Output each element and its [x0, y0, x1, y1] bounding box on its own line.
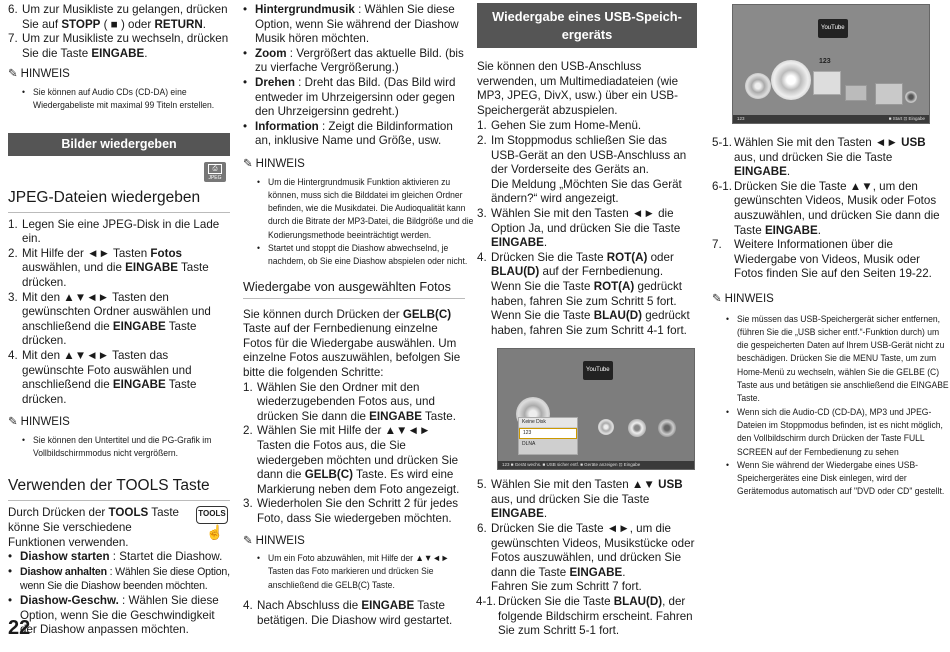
- note-item: • Sie können auf Audio CDs (CD-DA) eine Wiedergabeliste mit maximal 99 Titeln erstellen.: [22, 86, 240, 113]
- tools-bullets: [8, 550, 230, 638]
- column-1: [8, 0, 230, 638]
- usb-step-text: Wählen Sie mit den Tasten ◄► USB aus, und drücken Sie die Taste EINGABE.: [734, 136, 926, 179]
- note-heading: ✎ HINWEIS: [712, 292, 774, 305]
- pencil-icon: ✎: [712, 292, 722, 305]
- note-item: • Um die Hintergrundmusik Funktion aktivieren zu können, muss sich die Bilddatei im gleichen Ordner befinden, wie die Musikdatei. Die Audioqualität kann durch die Bitrate der MP3-Datei, die Bildgröße und die Kodierungsmethode beeinträchtigt werden.: [257, 176, 475, 242]
- usb-step: 6. Drücken Sie die Taste ◄►, um die gewünschten Videos, Musikstücke oder Fotos auszuwählen, und drücken Sie dann die Taste EINGABE. Fahren Sie zum Schritt 7 fort.: [477, 522, 697, 595]
- usb-step-text: Im Stoppmodus schließen Sie das USB-Gerät an den USB-Anschluss an der Vorderseite des Geräts an. Die Meldung „Möchten Sie das Gerät ändern?“ wird angezeigt.: [491, 133, 687, 206]
- tools-options: [243, 3, 465, 149]
- note-item: • Wenn Sie während der Wiedergabe eines USB-Speichergerätes eine Disk einlegen, wird der Gerätemodus automatisch auf "DVD oder CD" gestellt.: [726, 459, 950, 499]
- usb-step-text: Drücken Sie die Taste ROT(A) oder BLAU(D) auf der Fernbedienung. Wenn Sie die Taste ROT(A) gedrückt haben, fahren Sie zum Schritt 5 fort. Wenn Sie die Taste BLAU(D) gedrückt haben, fahren Sie zum Schritt 4-1 fort.: [491, 250, 690, 337]
- note-item: • Wenn sich die Audio-CD (CD-DA), MP3 und JPEG-Dateien im Stoppmodus befinden, ist es nicht möglich, den Vollbildschirm durch Drücken der Taste FULL SCREEN auf der Fernbedienung zu sehen: [726, 406, 950, 459]
- photo-icon: [628, 419, 646, 437]
- option-bullet: • Hintergrundmusik : Wählen Sie diese Option, wenn Sie während der Diashow Musik hören möchten.: [243, 3, 459, 46]
- jpeg-step: 4. Mit den ▲▼◄► Tasten das gewünschte Foto auswählen und anschließend die EINGABE Taste drücken.: [8, 349, 230, 407]
- heading-selected-photos: Wiedergabe von ausgewählten Fotos: [243, 279, 465, 299]
- note-heading: ✎ HINWEIS: [243, 157, 305, 170]
- tools-bullet: • Diashow-Geschw. : Wählen Sie diese Option, wenn Sie die Geschwindigkeit der Diashow anpassen möchten.: [8, 594, 219, 637]
- usb-device-icon: [771, 60, 811, 100]
- note-item: • Sie müssen das USB-Speichergerät sicher entfernen, (führen Sie die „USB sicher entf.“-Funktion durch) um die gespeicherten Daten auf Ihrem USB-Gerät nicht zu beschädigen. Drücken Sie die MENU Taste, um zum Home-Menü zu wechseln, wählen Sie die GELBE (C) Taste aus und betätigen sie anschließend die EINGABE Taste.: [726, 313, 950, 406]
- column-2: [243, 0, 474, 628]
- usb-step-text: Wählen Sie mit den Tasten ▲▼ USB aus, und drücken Sie die Taste EINGABE.: [491, 478, 683, 521]
- pencil-icon: ✎: [243, 157, 253, 170]
- pencil-icon: ✎: [8, 68, 18, 81]
- jpeg-step-text: Mit den ▲▼◄► Tasten den gewünschten Ordner auswählen und anschließend die EINGABE Taste drücken.: [22, 290, 211, 348]
- usb-step: 2. Im Stoppmodus schließen Sie das USB-Gerät an den USB-Anschluss an der Vorderseite des Geräts an. Die Meldung „Möchten Sie das Gerät ändern?“ wird angezeigt.: [477, 134, 697, 207]
- video-icon: [813, 71, 841, 95]
- sel-step: 2. Wählen Sie mit Hilfe der ▲▼◄► Tasten die Fotos aus, die Sie wiedergeben möchten und drücken Sie dann die GELB(C) Taste. Es wird eine Markierung neben dem Foto angezeigt.: [243, 424, 465, 497]
- sel-step-text: Wiederholen Sie den Schritt 2 für jedes Foto, dass Sie wiedergeben möchten.: [257, 497, 459, 525]
- note-heading: ✎ HINWEIS: [8, 68, 70, 81]
- music-icon: [598, 419, 614, 435]
- screen-status-bar: 123 ■ Gerät wechs. ■ USB sicher entf. ■ Geräte anzeigen ⊡ Eingabe: [498, 461, 694, 469]
- usb-step: 5-1. Wählen Sie mit den Tasten ◄► USB aus, und drücken Sie die Taste EINGABE.: [712, 136, 940, 180]
- music-steps: [8, 3, 230, 61]
- jpeg-step: 2. Mit Hilfe der ◄► Tasten Fotos auswählen, und die EINGABE Taste drücken.: [8, 247, 230, 291]
- usb-step-text: Drücken Sie die Taste BLAU(D), der folgende Bildschirm erscheint. Fahren Sie zum Schritt 5-1 fort.: [498, 595, 693, 638]
- step-7: 7. Um zur Musikliste zu wechseln, drücken Sie die Taste EINGABE.: [8, 32, 229, 60]
- tools-bullet: • Diashow starten : Startet die Diashow.: [8, 550, 223, 564]
- jpeg-icon-row: [8, 156, 230, 186]
- page-number: 22: [8, 617, 31, 639]
- usb-step: 4. Drücken Sie die Taste ROT(A) oder BLAU(D) auf der Fernbedienung. Wenn Sie die Taste ROT(A) gedrückt haben, fahren Sie zum Schritt 5 fort. Wenn Sie die Taste BLAU(D) gedrückt haben, fahren Sie zum Schritt 4-1 fort.: [477, 251, 697, 339]
- pencil-icon: ✎: [8, 416, 18, 429]
- hand-pointer-icon: ☝: [206, 524, 224, 541]
- jpeg-step-text: Legen Sie eine JPEG-Disk in die Lade ein.: [22, 217, 220, 246]
- sel-step-4: 4. Nach Abschluss die EINGABE Taste betätigen. Die Diashow wird gestartet.: [243, 599, 465, 628]
- tools-button-icon: TOOLS ☝: [196, 506, 226, 540]
- column-4: [712, 0, 949, 499]
- usb-step-text: Drücken Sie die Taste ▲▼, um den gewünschten Videos, Musik oder Fotos auszuwählen, und drücken Sie dann die Taste EINGABE.: [734, 179, 940, 237]
- usb-steps-2: [477, 478, 697, 595]
- youtube-logo: YouTube: [583, 361, 613, 380]
- note-list: [22, 434, 230, 461]
- note-item: • Sie können den Untertitel und die PG-Grafik im Vollbildschirmmodus nicht vergrößern.: [22, 434, 240, 461]
- jpeg-icon: ⎙ JPEG: [204, 162, 226, 182]
- home-screen-screenshot: [497, 348, 695, 470]
- note-heading: ✎ HINWEIS: [8, 416, 70, 429]
- usb-step: 6-1. Drücken Sie die Taste ▲▼, um den gewünschten Videos, Musik oder Fotos auszuwählen, und drücken Sie dann die Taste EINGABE.: [712, 179, 940, 237]
- step-7-text: Um zur Musikliste zu wechseln, drücken Sie die Taste EINGABE.: [22, 32, 229, 60]
- option-bullet: • Zoom : Vergrößert das aktuelle Bild. (bis zu vierfache Vergrößerung.): [243, 46, 464, 75]
- settings-icon: [658, 419, 676, 437]
- note-list: [726, 313, 949, 499]
- usb-steps-3: [712, 136, 940, 282]
- note-list: [257, 176, 474, 269]
- step-6-text: Um zur Musikliste zu gelangen, drücken Sie auf STOPP ( ■ ) oder RETURN.: [22, 3, 228, 31]
- step-6: 6. Um zur Musikliste zu gelangen, drücken Sie auf STOPP ( ■ ) oder RETURN.: [8, 3, 230, 32]
- sel-step-text: Nach Abschluss die EINGABE Taste betätigen. Die Diashow wird gestartet.: [257, 599, 453, 627]
- jpeg-step-text: Mit Hilfe der ◄► Tasten Fotos auswählen, und die EINGABE Taste drücken.: [22, 246, 209, 289]
- jpeg-step: 1. Legen Sie eine JPEG-Disk in die Lade ein.: [8, 218, 230, 247]
- usb-step-4-1: 4-1. Drücken Sie die Taste BLAU(D), der folgende Bildschirm erscheint. Fahren Sie zum Schritt 5-1 fort.: [476, 595, 697, 639]
- option-bullet: • Drehen : Dreht das Bild. (Das Bild wird entweder im Uhrzeigersinn oder gegen den Uhrzeigersinn gedreht.): [243, 75, 456, 119]
- usb-steps: [477, 119, 697, 338]
- usb-step: 7. Weitere Informationen über die Wiedergabe von Videos, Musik oder Fotos finden Sie auf den Seiten 19-22.: [712, 238, 940, 282]
- pencil-icon: ✎: [243, 534, 253, 547]
- note-item: • Um ein Foto abzuwählen, mit Hilfe der ▲▼◄► Tasten das Foto markieren und drücken Sie anschließend die GELB(C) Taste.: [257, 552, 475, 592]
- youtube-logo: YouTube: [818, 19, 848, 38]
- device-list-panel: Keine Disk 123 DLNA: [518, 417, 578, 455]
- note-heading: ✎ HINWEIS: [243, 534, 305, 547]
- jpeg-step-text: Mit den ▲▼◄► Tasten das gewünschte Foto auswählen und anschließend die EINGABE Taste drücken.: [22, 348, 197, 406]
- note-item: • Startet und stoppt die Diashow abwechselnd, je nachdem, ob Sie eine Diashow abspielen oder nicht.: [257, 242, 475, 269]
- section-bar: Bilder wiedergeben: [8, 133, 230, 156]
- option-bullet: • Information : Zeigt die Bildinformation an, inklusive Name und Größe, usw.: [243, 119, 453, 148]
- screen-status-bar: 123 ■ Start ⊡ Eingabe: [733, 115, 929, 123]
- sel-step: 1. Wählen Sie den Ordner mit den wiederzugebenden Fotos aus, und drücken Sie dann die EINGABE Taste.: [243, 381, 465, 425]
- column-3: [477, 0, 697, 639]
- sel-step-text: Wählen Sie den Ordner mit den wiederzugebenden Fotos aus, und drücken Sie dann die EINGABE Taste.: [257, 380, 456, 423]
- settings-icon: [905, 91, 917, 103]
- jpeg-step: 3. Mit den ▲▼◄► Tasten den gewünschten Ordner auswählen und anschließend die EINGABE Taste drücken.: [8, 291, 230, 349]
- heading-tools: Verwenden der TOOLS Taste: [8, 476, 230, 501]
- usb-step: 1. Gehen Sie zum Home-Menü.: [477, 119, 697, 134]
- tools-intro-block: [8, 506, 230, 550]
- section-bar-usb: Wiedergabe eines USB-Speich- ergeräts: [477, 3, 697, 48]
- sel-step-text: Wählen Sie mit Hilfe der ▲▼◄► Tasten die Fotos aus, die Sie wiedergeben möchten und drücken Sie dann die GELB(C) Taste. Es wird eine Markierung neben dem Foto angezeigt.: [257, 424, 460, 496]
- note-list: [22, 86, 230, 113]
- usb-step: 3. Wählen Sie mit den Tasten ◄► die Option Ja, und drücken Sie die Taste EINGABE.: [477, 207, 697, 251]
- usb-step-text: Wählen Sie mit den Tasten ◄► die Option Ja, und drücken Sie die Taste EINGABE.: [491, 206, 681, 250]
- selected-photos-steps: [243, 381, 465, 527]
- usb-screen-screenshot: YouTube 123 123 ■ Start ⊡ Eingabe: [732, 4, 930, 124]
- usb-step-text: Gehen Sie zum Home-Menü.: [491, 119, 642, 133]
- jpeg-steps: [8, 218, 230, 408]
- note-list: [257, 552, 465, 592]
- file-icon: [845, 85, 867, 101]
- disc-icon: [745, 73, 771, 99]
- heading-jpeg: JPEG-Dateien wiedergeben: [8, 188, 230, 213]
- tools-bullet: • Diashow anhalten : Wählen Sie diese Option, wenn Sie die Diashow beenden möchten.: [8, 564, 230, 593]
- photo-icon: [875, 83, 903, 105]
- selected-photos-intro: Sie können durch Drücken der GELB(C) Taste auf der Fernbedienung einzelne Fotos für die Wiedergabe auswählen. Um einzelne Fotos auszuwählen, befolgen Sie bitte die folgenden Schritte:: [243, 307, 461, 379]
- usb-step: 5. Wählen Sie mit den Tasten ▲▼ USB aus, und drücken Sie die Taste EINGABE.: [477, 478, 697, 522]
- tools-intro: Durch Drücken der TOOLS Taste könne Sie verschiedene Funktionen verwenden.: [8, 506, 179, 549]
- usb-intro: Sie können den USB-Anschluss verwenden, um Multimediadateien (wie MP3, JPEG, DivX, usw.) über ein USB-Speichergerät abzuspielen.: [477, 60, 679, 117]
- sel-step: 3. Wiederholen Sie den Schritt 2 für jedes Foto, dass Sie wiedergeben möchten.: [243, 497, 465, 526]
- usb-step-text: Drücken Sie die Taste ◄►, um die gewünschten Videos, Musikstücke oder Fotos auszuwählen, und drücken Sie dann die Taste EINGABE. Fahren Sie zum Schritt 7 fort.: [491, 522, 695, 594]
- usb-step-text: Weitere Informationen über die Wiedergabe von Videos, Musik oder Fotos finden Sie auf den Seiten 19-22.: [734, 238, 932, 281]
